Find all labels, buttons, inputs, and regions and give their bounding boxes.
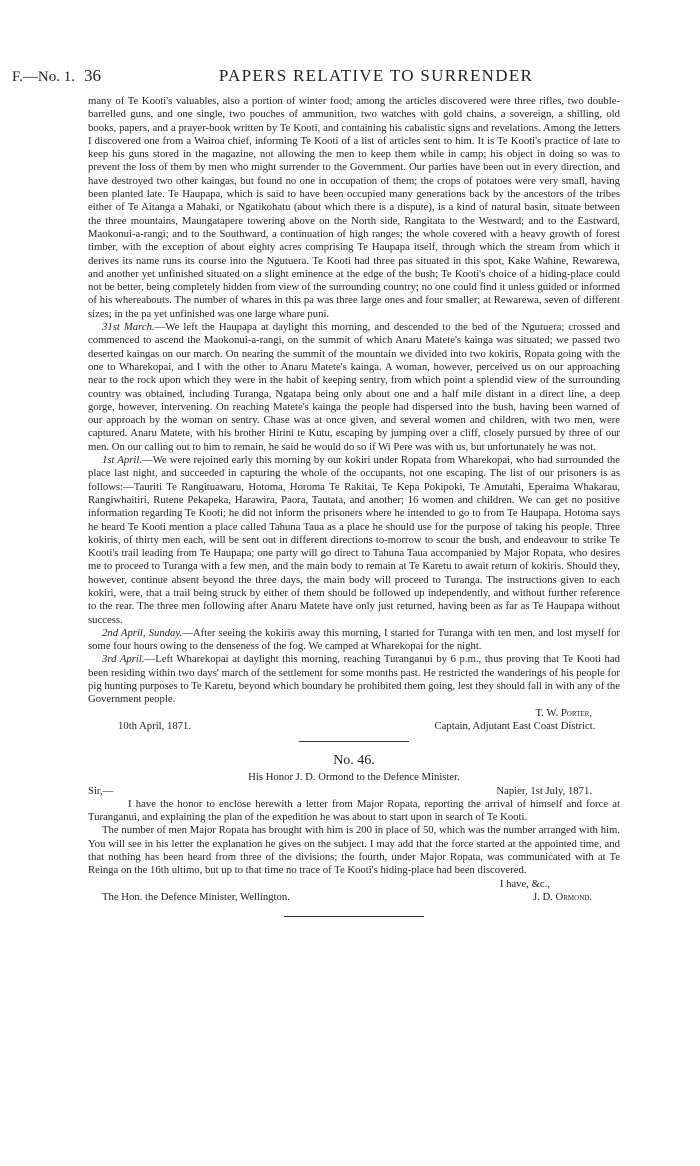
page-number: 36 xyxy=(84,66,101,85)
letter-number: No. 46. xyxy=(333,753,375,769)
salutation-row xyxy=(88,785,620,798)
end-divider xyxy=(284,916,424,917)
entry-date: 1st April. xyxy=(102,454,142,467)
section-divider xyxy=(299,741,409,742)
diary-entry-2-april xyxy=(88,627,620,654)
page-header xyxy=(12,66,684,90)
section-ref: F.—No. 1. xyxy=(12,69,75,85)
letter-closing: I have, &c., xyxy=(499,877,550,890)
entry-text: —After seeing the kokiris away this morning, I started for Turanga with ten men, and lost myself for some four hours owing to the denseness of the fog. We camped at Wharekopai for the night. xyxy=(88,626,620,653)
letter-signer: J. D. Ormond. xyxy=(532,890,592,903)
signature-date: 10th April, 1871. xyxy=(118,719,192,732)
entry-text: —We were rejoined early this morning by our kokiri under Ropata from Wharekopai, who had surrounded the place last night, and succeeded in capturing the whole of the occupants, not one escaping. The list of our prisoners is as follows:—Tauriti Te Rangituawaru, Hotoma, Horoma Te Rakitai, Te Kepa Pokipoki, Te Amutahi, Eperaima Whakarau, Rangiwhaitiri, Rutene Pekapeka, Harawira, Paora, Tautata, and another; 16 women and children. We can get no positive information regarding Te Kooti; he did not inform the prisoners where he intended to go to from Te Haupapa. Hotoma says he heard Te Kooti mention a place called Tahuna Taua as a place he should use for the purpose of taking his people. Three kokiris, of thirty men each, will be sent out in different directions to-morrow to scour the bush, and endeavour to strike Te Kooti's trail leading from Te Haupapa; one party will go direct to Tahuna Taua accompanied by Major Ropata, who desires me to proceed to Turanga with a few men, and the main body to remain at Te Karetu to await return of kokiris. Should they, however, continue absent beyond the three days, the main body will proceed to Turanga. The instructions given to each kokiri, were, that a trail being struck by either of them should be followed up independently, and without further reference to the rear. The three men following after Anaru Matete have only just returned, having been as far as Te Haupapa without success. xyxy=(88,454,621,626)
entry-text: —We left the Haupapa at daylight this morning, and descended to the bed of the Ngutuera; crossed and commenced to ascend the Maokonui-a-rangi, on the summit of which Anaru Matete's kainga was situated; we passed two deserted kaingas on our march. On nearing the summit of the mountain we divided into two kokiris, Ropata going with the one to Wharekopai, and I with the other to Anaru Matete's kainga. A woman, however, perceived us on our approaching near to the rock upon which they were in the habit of keeping sentry, from which point a splendid view of the surrounding country was obtained, including Turanga, Ngatapa being only about one and a half mile distant in a direct line, a deep gorge, however, intervening. On reaching Matete's kainga the people had dispersed into the bush, having been warned of our approach by the woman on sentry. Chase was at once given, and several women and children, with two men, were captured. Anaru Matete, with his brother Hirini te Kutu, escaping by jumping over a cliff, closely pursued by three of our men. On our calling out to him to remain, he said he would do so if Wi Pere was with us, but unfortunately he was not. xyxy=(88,321,620,453)
letter-paragraph-1: I have the honor to enclose herewith a letter from Major Ropata, reporting the arrival of himself and force at Turanganui, and explaining the plan of the expedition he was about to start upon in search of Te Kooti. xyxy=(88,797,620,824)
letter-signature-row xyxy=(88,891,620,904)
paragraph-continued: many of Te Kooti's valuables, also a portion of winter food; among the articles discovered were three rifles, two double-barrelled guns, and one single, two pouches of ammunition, two watches with gold chains, a sovereign, a shilling, old books, papers, and a prayer-book written by Te Kooti, and containing his cabalistic signs and revelations. Among the letters I discovered one from a Wairoa chief, informing Te Kooti of a list of articles sent to him. It is Te Kooti's practice of late to keep his guns stored in the magazine, not allowing the men to keep them while in camp; his object in doing so was to prevent the loss of them by men who might surrender to the Government. Our parties have been out in every direction, and have destroyed two other kaingas, but found no one in occupation of them; the crops of potatoes were very small, having been planted late. Te Haupapa, which is said to have been occupied many generations back by the ancestors of the tribes either of Te Aitanga a Mahaki, or Ngatikohatu (about which there is a dispute), is a kind of natural basin, situate between the three mountains, Maungatapere towering above on the North side, Rangitata to the Westward; and to the Eastward, Maokonui-a-rangi; and to the Southward, a continuation of high ranges; the whole covered with a heavy growth of forest timber, with the exception of about eighty acres comprising Te Haupapa itself, through which the stream from which it derives its name runs its course into the Ngutuera. Te Kooti had three pas situated in this spot, Kake Wahine, Rewarewa, and another yet unfinished situated on a slight eminence at the edge of the bush; Te Kooti's choice of a hiding-place could not be better, being completely hidden from view of the surrounding country; no one could find it unless guided or informed of his whereabouts. The number of whares in this pa was three large ones and four smaller; at Rewarewa, seven of different sizes; in the pa yet unfinished was one large whare puni. xyxy=(88,95,620,320)
entry-date: 2nd April, Sunday. xyxy=(102,626,183,639)
entry-date: 31st March. xyxy=(102,321,155,334)
letter-subtitle: His Honor J. D. Ormond to the Defence Minister. xyxy=(248,771,460,784)
entry-date: 3rd April. xyxy=(102,653,145,666)
signature-rank: Captain, Adjutant East Coast District. xyxy=(434,719,596,732)
letter-paragraph-2: The number of men Major Ropata has brought with him is 200 in place of 50, which was the number arranged with him. You will see in his letter the explanation he gives on the subject. I may add that the force started at the appointed time, and that nothing has been heard from three of the divisions; the fourth, under Major Ropata, was communicated with at Te Reinga on the 16th ultimo, but up to that time no trace of Te Kooti's hiding-place had been discovered. xyxy=(88,824,620,877)
salutation: Sir,— xyxy=(88,784,114,797)
signature-name: T. W. Porter, xyxy=(535,706,592,719)
diary-entry-1-april xyxy=(88,454,620,627)
document-body xyxy=(88,95,620,925)
diary-entry-3-april xyxy=(88,653,620,706)
diary-entry-31-march xyxy=(88,321,620,454)
place-date: Napier, 1st July, 1871. xyxy=(496,784,592,797)
running-title: PAPERS RELATIVE TO SURRENDER xyxy=(218,66,534,85)
entry-text: —Left Wharekopai at daylight this morning, reaching Turanganui by 6 p.m., thus proving that Te Kooti had been residing within two days' march of the settlement for some months past. He restricted the wanderings of his people for pig hunting purposes to Te Karetu, beyond which boundary he prohibited them going, lest they should fall in with any of the Government people. xyxy=(88,653,620,706)
addressee: The Hon. the Defence Minister, Wellington. xyxy=(102,890,290,903)
signature-block xyxy=(88,720,620,733)
